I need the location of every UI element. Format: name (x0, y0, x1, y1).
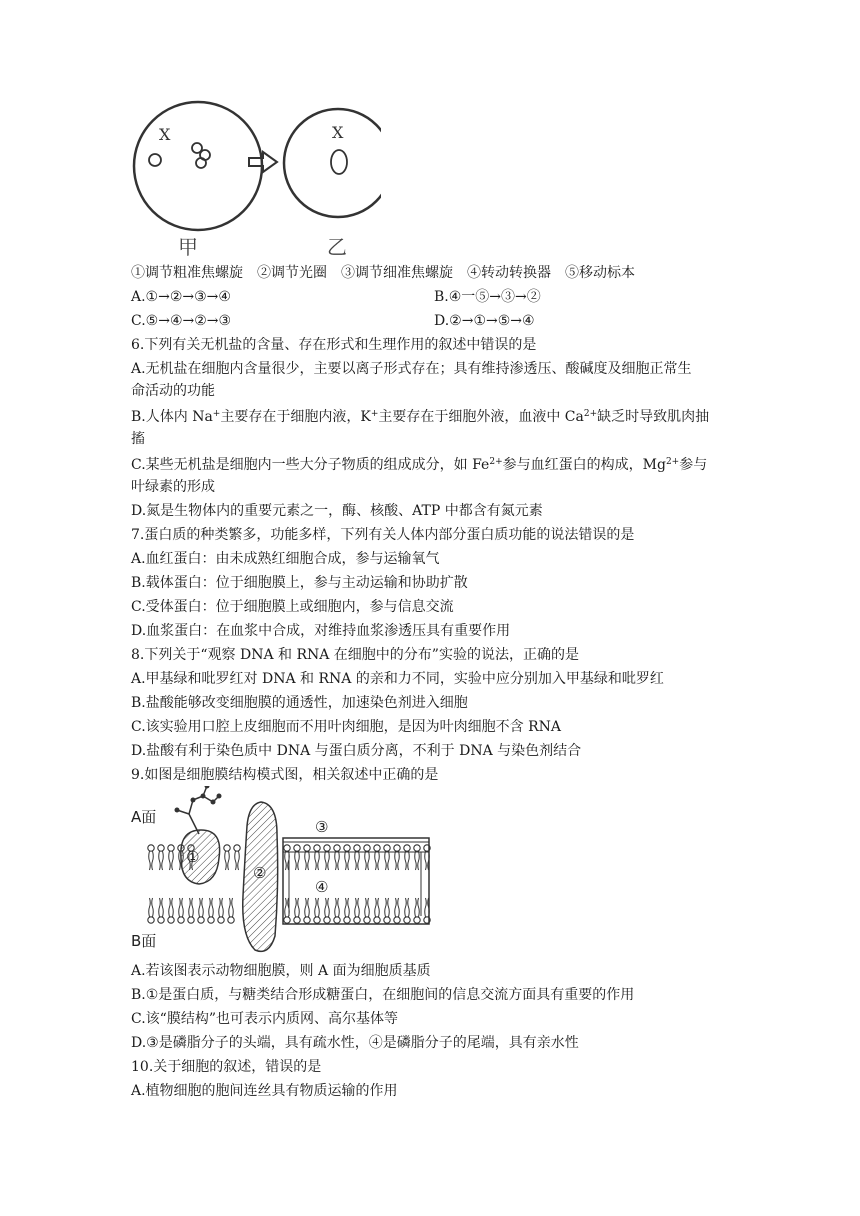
q7-stem: 7.蛋白质的种类繁多，功能多样，下列有关人体内部分蛋白质功能的说法错误的是 (131, 527, 635, 543)
q5-steps: ①调节粗准焦螺旋 ②调节光圈 ③调节细准焦螺旋 ④转动转换器 ⑤移动标本 (131, 265, 635, 281)
q6-option-a[interactable]: A.无机盐在细胞内含量很少，主要以离子形式存在；具有维持渗透压、酸碱度及细胞正常生 (131, 361, 692, 377)
label-jia: 甲 (178, 235, 198, 258)
label-num-2: ② (253, 864, 267, 882)
label-a-side: A面 (131, 808, 157, 826)
q5-option-c[interactable]: C.⑤→④→②→③ (131, 313, 232, 329)
microscope-view-figure (131, 98, 381, 258)
q10-option-a[interactable]: A.植物细胞的胞间连丝具有物质运输的作用 (131, 1083, 398, 1099)
q6-option-c-cont: 叶绿素的形成 (131, 479, 215, 495)
q9-option-a[interactable]: A.若该图表示动物细胞膜，则 A 面为细胞质基质 (131, 963, 431, 979)
q6-option-a-cont: 命活动的功能 (131, 383, 215, 399)
q8-option-b[interactable]: B.盐酸能够改变细胞膜的通透性，加速染色剂进入细胞 (131, 695, 468, 711)
q6-option-c[interactable]: C.某些无机盐是细胞内一些大分子物质的组成成分，如 $Fe^{2+}$参与血红蛋白的构成，$Mg^{2+}$参与 (131, 457, 708, 473)
label-b-side: B面 (131, 932, 157, 950)
marker-x-left: X (159, 125, 171, 144)
q7-option-b[interactable]: B.载体蛋白：位于细胞膜上，参与主动运输和协助扩散 (131, 575, 468, 591)
q7-option-c[interactable]: C.受体蛋白：位于细胞膜上或细胞内，参与信息交流 (131, 599, 454, 615)
marker-x-right: X (332, 123, 344, 142)
q5-option-a[interactable]: A.①→②→③→④ (131, 289, 231, 305)
q6-option-b-cont: 搐 (131, 431, 145, 447)
q8-option-d[interactable]: D.盐酸有利于染色质中 DNA 与蛋白质分离，不利于 DNA 与染色剂结合 (131, 743, 582, 759)
q7-option-a[interactable]: A.血红蛋白：由未成熟红细胞合成，参与运输氧气 (131, 551, 440, 567)
q9-option-b[interactable]: B.①是蛋白质，与糖类结合形成糖蛋白，在细胞间的信息交流方面具有重要的作用 (131, 987, 635, 1003)
q8-option-a[interactable]: A.甲基绿和吡罗红对 DNA 和 RNA 的亲和力不同，实验中应分别加入甲基绿和吡罗红 (131, 671, 664, 687)
q5-option-d[interactable]: D.②→①→⑤→④ (434, 313, 535, 329)
q9-stem: 9.如图是细胞膜结构模式图，相关叙述中正确的是 (131, 767, 439, 783)
q9-option-c[interactable]: C.该“膜结构”也可表示内质网、高尔基体等 (131, 1011, 398, 1027)
label-num-1: ① (186, 848, 200, 866)
label-yi: 乙 (327, 235, 347, 258)
q6-stem: 6.下列有关无机盐的含量、存在形式和生理作用的叙述中错误的是 (131, 337, 537, 353)
sugar-chain (175, 786, 222, 834)
q6-option-b[interactable]: B.人体内 Na+主要存在于细胞内液，K+主要存在于细胞外液，血液中 $Ca^{2+}$缺乏时导致肌肉抽 (131, 409, 710, 425)
q9-option-d[interactable]: D.③是磷脂分子的头端，具有疏水性，④是磷脂分子的尾端，具有亲水性 (131, 1035, 579, 1051)
q6-option-d[interactable]: D.氮是生物体内的重要元素之一，酶、核酸、ATP 中都含有氮元素 (131, 503, 543, 519)
label-num-4: ④ (315, 878, 329, 896)
q10-stem: 10.关于细胞的叙述，错误的是 (131, 1059, 322, 1075)
q8-stem: 8.下列关于“观察 DNA 和 RNA 在细胞中的分布”实验的说法，正确的是 (131, 647, 579, 663)
q5-option-b[interactable]: B.④一⑤→③→② (434, 289, 541, 305)
q8-option-c[interactable]: C.该实验用口腔上皮细胞而不用叶肉细胞，是因为叶肉细胞不含 RNA (131, 719, 562, 735)
q7-option-d[interactable]: D.血浆蛋白：在血浆中合成，对维持血浆渗透压具有重要作用 (131, 623, 511, 639)
label-num-3: ③ (315, 818, 329, 836)
cell-membrane-figure (131, 786, 451, 956)
